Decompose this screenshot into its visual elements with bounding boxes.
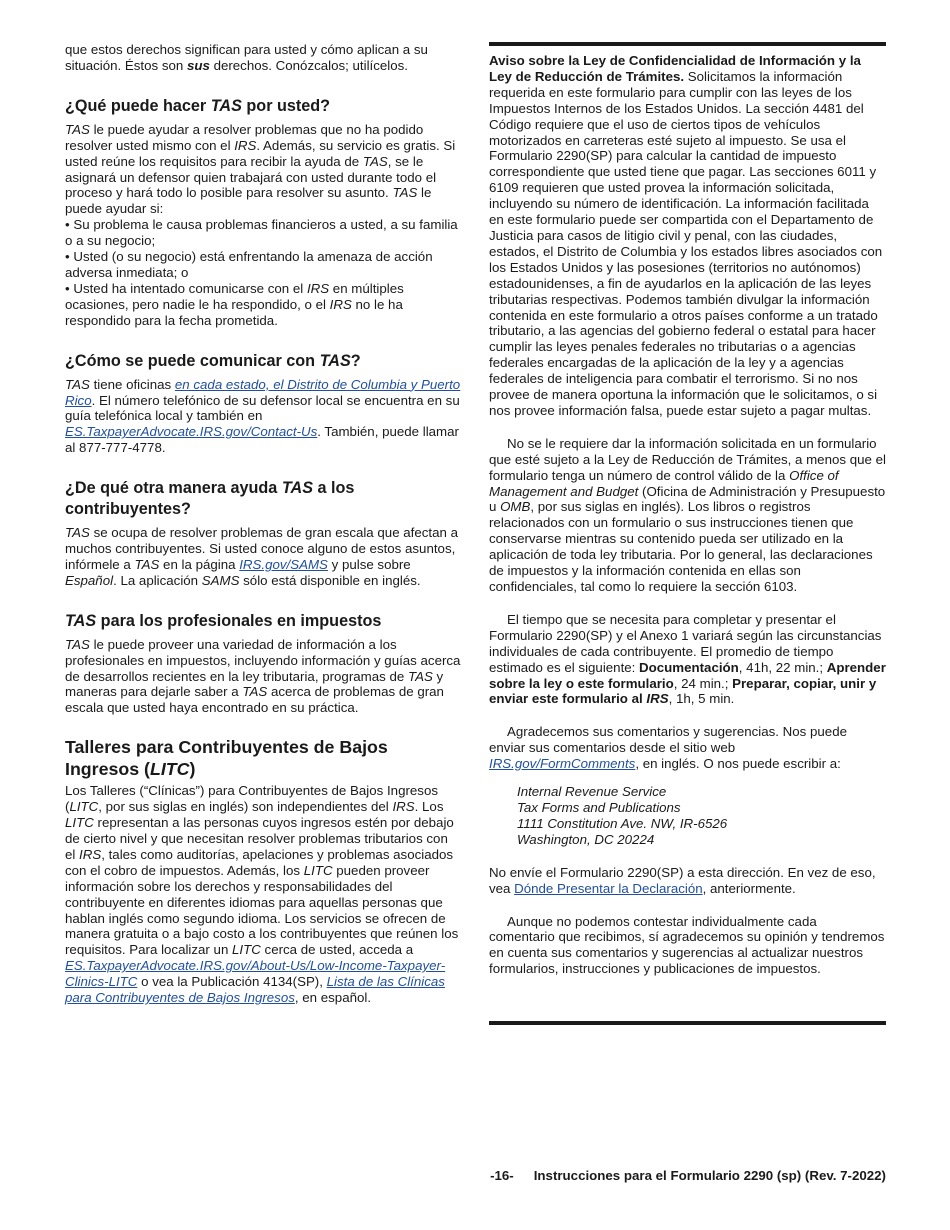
heading-contact-tas: ¿Cómo se puede comunicar con TAS?: [65, 351, 361, 370]
paragraph-paperwork: No se le requiere dar la información solicitada en un formulario que esté sujeto a la Ley de Reducción de Trámites, a menos que el formulario tenga un número de control válido de la Office of Management and Budget (Oficina de Administración y Presupuesto u OMB, por sus siglas en inglés). Los libros o registros relacionados con un formulario o sus instrucciones tienen que conservarse mientras su contenido pueda ser utilizado en la aplicación de toda ley tributaria. Por lo general, las declaraciones de impuestos y la información contenida en ellas son confidenciales, tal como lo requiere la sección 6103.: [489, 435, 886, 594]
bullet-icon: •: [65, 217, 70, 233]
paragraph-tas-help: TAS le puede ayudar a resolver problemas que no ha podido resolver usted mismo con el IRS. Además, su servicio es gratis. Si usted reúne los requisitos para recibir la ayuda de TAS, se le asignará un defensor quien trabajará con usted durante todo el proceso y hará todo lo posible para resolver su asunto. TAS le puede ayudar si:: [65, 121, 456, 217]
paragraph-privacy-notice: Aviso sobre la Ley de Confidencialidad de Información y la Ley de Reducción de Trámites. Solicitamos la información requerida en este formulario para cumplir con las leyes de los Impuestos Internos de los Estados Unidos. La sección 4481 del Código requiere que el uso de ciertos tipos de vehículos motorizados en carreteras esté sujeto al impuesto. Se usa el Formulario 2290(SP) para calcular la cantidad de impuesto correspondiente que usted tiene que pagar. Las secciones 6011 y 6109 requieren que usted provea la información solicitada, incluyendo su número de identificación. La información facilitada en este formulario puede ser compartida con el Departamento de Justicia para casos de litigio civil y penal, con las ciudades, estados, el Distrito de Columbia y los estados libres asociados con los Estados Unidos y las posesiones (territorios no autónomos) estadounidenses, a fin de ayudarlos en la aplicación de las leyes tributarias respectivas. Podemos también divulgar la información contenida en este formulario a otros países conforme a un tratado tributario, a las agencias del gobierno federal o estatal para hacer cumplir las leyes penales federales no tributarias o a agencias federales encargadas de la aplicación de la ley y a agencias federales de inteligencia para combatir el terrorismo. Si no nos provee de manera oportuna la información que le solicitamos, o si nos provee información falsa, puede estar sujeto a pagar multas.: [489, 53, 883, 418]
privacy-act-box: [489, 42, 886, 977]
link-tas-offices[interactable]: en cada estado, el Distrito de Columbia y Puerto Rico: [65, 376, 461, 408]
box-bottom-rule: [489, 1021, 886, 1025]
footer-title: Instrucciones para el Formulario 2290 (sp) (Rev. 7-2022): [533, 1168, 886, 1183]
intro-paragraph: que estos derechos significan para usted y cómo aplican a su situación. Éstos son sus derechos. Conózcalos; utilícelos.: [65, 42, 428, 73]
paragraph-do-not-send: No envíe el Formulario 2290(SP) a esta dirección. En vez de eso, vea Dónde Presentar la Declaración, anteriormente.: [489, 864, 876, 896]
heading-other-help: ¿De qué otra manera ayuda TAS a los contribuyentes?: [65, 479, 355, 519]
paragraph-feedback: Aunque no podemos contestar individualmente cada comentario que recibimos, sí agradecemos su opinión y tendremos en cuenta sus comentarios y sugerencias al actualizar nuestros formularios, instrucciones y publicaciones de impuestos.: [489, 913, 885, 977]
heading-litc: Talleres para Contribuyentes de Bajos Ingresos (LITC): [65, 737, 388, 780]
bullet-icon: •: [65, 280, 70, 296]
bullet-icon: •: [65, 249, 70, 265]
heading-tas-professionals: TAS para los profesionales en impuestos: [65, 611, 382, 630]
link-contact-us[interactable]: ES.TaxpayerAdvocate.IRS.gov/Contact-Us: [65, 424, 318, 440]
page-footer: [0, 1168, 886, 1183]
mailing-address: Internal Revenue Service Tax Forms and Publications 1111 Constitution Ave. NW, IR-6526 Washington, DC 20224: [517, 784, 728, 847]
paragraph-contact-tas: TAS tiene oficinas en cada estado, el Distrito de Columbia y Puerto Rico. El número telefónico de su defensor local se encuentra en su guía telefónica local y también en ES.TaxpayerAdvocate.IRS.gov/Contact-Us. También, puede llamar al 877-777-4778.: [65, 376, 461, 456]
right-column: [489, 42, 886, 977]
bullet-item: • Su problema le causa problemas financieros a usted, a su familia o a su negocio;: [65, 217, 458, 249]
link-sams[interactable]: IRS.gov/SAMS: [239, 556, 328, 572]
page-number: -16-: [490, 1168, 514, 1183]
link-where-to-file[interactable]: Dónde Presentar la Declaración: [514, 880, 703, 896]
paragraph-systemic-issues: TAS se ocupa de resolver problemas de gran escala que afectan a muchos contribuyentes. Si usted conoce alguno de estos asuntos, infórmele a TAS en la página IRS.gov/SAMS y pulse sobre Español. La aplicación SAMS sólo está disponible en inglés.: [65, 525, 458, 588]
heading-what-tas-can-do: ¿Qué puede hacer TAS por usted?: [65, 96, 331, 115]
left-column: [65, 42, 461, 1006]
paragraph-comments: Agradecemos sus comentarios y sugerencias. Nos puede enviar sus comentarios desde el sitio web IRS.gov/FormComments, en inglés. O nos puede escribir a:: [489, 724, 847, 772]
link-litc-page[interactable]: ES.TaxpayerAdvocate.IRS.gov/About-Us/Low-Income-Taxpayer-Clinics-LITC: [65, 958, 446, 990]
paragraph-tas-professionals: TAS le puede proveer una variedad de información a los profesionales en impuestos, incluyendo información y guías acerca de desarrollos recientes en la ley tributaria, programas de TAS y maneras para dejarle saber a TAS acerca de problemas de gran escala que usted haya encontrado en su práctica.: [65, 636, 461, 716]
bullet-item: • Usted ha intentado comunicarse con el IRS en múltiples ocasiones, pero nadie le ha respondido, o el IRS no le ha respondido para la fecha prometida.: [65, 280, 404, 328]
bullet-item: • Usted (o su negocio) está enfrentando la amenaza de acción adversa inmediata; o: [65, 249, 433, 280]
link-form-comments[interactable]: IRS.gov/FormComments: [489, 756, 636, 772]
paragraph-litc: Los Talleres (“Clínicas”) para Contribuyentes de Bajos Ingresos (LITC, por sus siglas en inglés) son independientes del IRS. Los LITC representan a las personas cuyos ingresos estén por debajo de cierto nivel y que necesitan resolver problemas tributarios con el IRS, tales como auditorías, apelaciones y problemas asociados con el cobro de impuestos. Además, los LITC pueden proveer información sobre los derechos y responsabilidades del contribuyente en diferentes idiomas para aquellas personas que hablan inglés como segundo idioma. Los servicios se ofrecen de manera gratuita o a bajo costo a los contribuyentes que reúnen los requisitos. Para localizar un LITC cerca de usted, acceda a ES.TaxpayerAdvocate.IRS.gov/About-Us/Low-Income-Taxpayer-Clinics-LITC o vea la Publicación 4134(SP), Lista de las Clínicas para Contribuyentes de Bajos Ingresos, en español.: [65, 783, 459, 1006]
link-litc-list[interactable]: Lista de las Clínicas para Contribuyentes de Bajos Ingresos: [65, 974, 445, 1006]
paragraph-time-estimate: El tiempo que se necesita para completar y presentar el Formulario 2290(SP) y el Anexo 1 variará según las circunstancias individuales de cada contribuyente. El promedio de tiempo estimado es el siguiente: Documentación, 41h, 22 min.; Aprender sobre la ley o este formulario, 24 min.; Preparar, copiar, unir y enviar este formulario al IRS, 1h, 5 min.: [489, 611, 886, 707]
